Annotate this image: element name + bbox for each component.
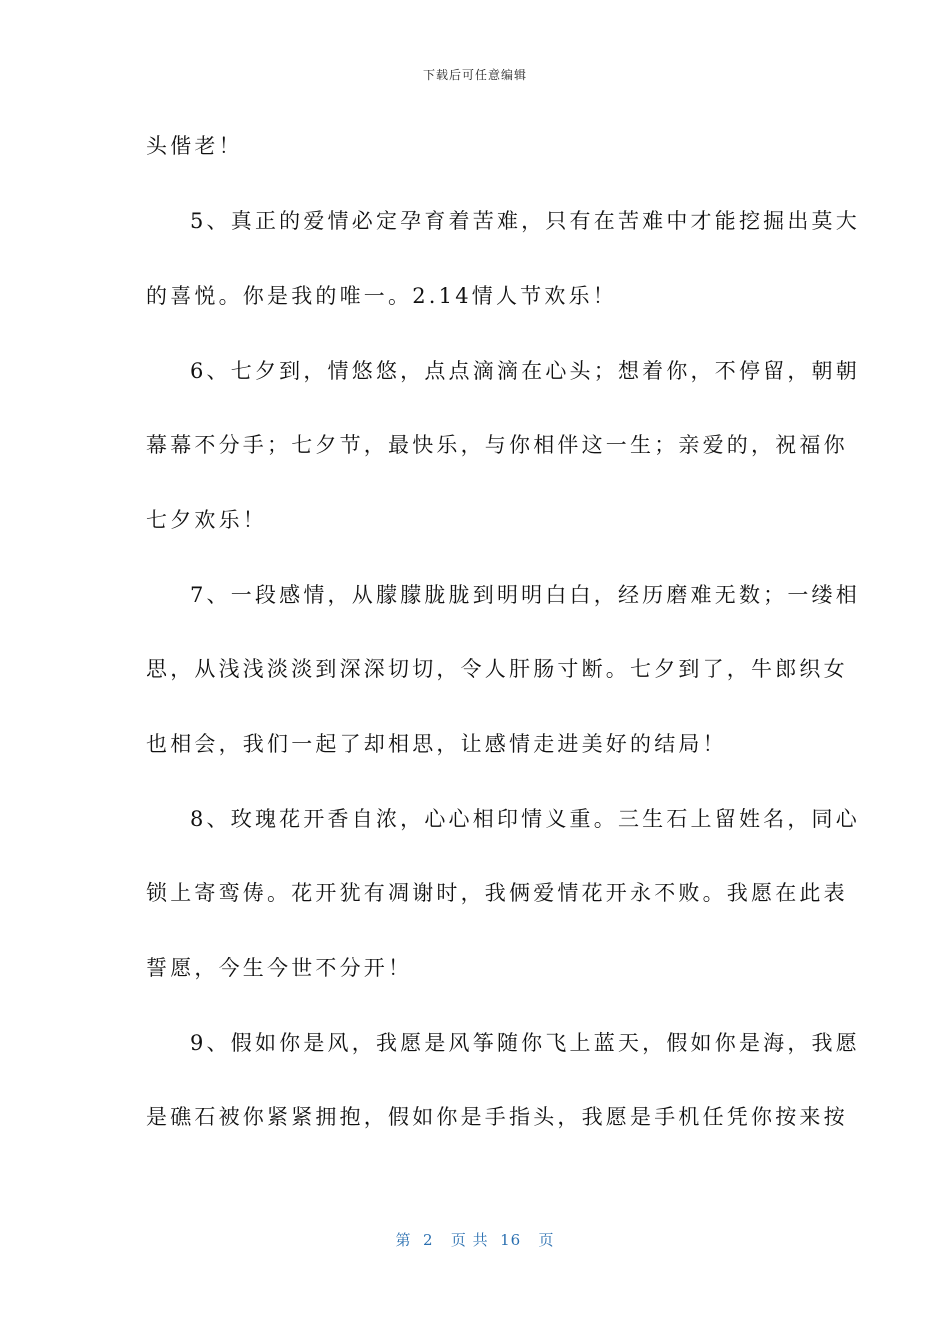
paragraph-6-line-1: 6、七夕到，情悠悠，点点滴滴在心头；想着你，不停留，朝朝 [190, 359, 860, 383]
page-header-note: 下载后可任意编辑 [422, 68, 527, 82]
page-number-footer: 第 2 页 共 16 页 [395, 1231, 555, 1249]
paragraph-7-line-2: 思，从浅浅淡淡到深深切切，令人肝肠寸断。七夕到了，牛郎织女 [146, 657, 848, 681]
paragraph-8-line-2: 锁上寄鸾俦。花开犹有凋谢时，我俩爱情花开永不败。我愿在此表 [146, 881, 848, 905]
paragraph-9-line-2: 是礁石被你紧紧拥抱，假如你是手指头，我愿是手机任凭你按来按 [146, 1105, 848, 1129]
paragraph-6-line-2: 幕幕不分手；七夕节，最快乐，与你相伴这一生；亲爱的，祝福你 [146, 433, 848, 457]
body-line: 头偕老！ [146, 134, 243, 158]
paragraph-8-line-1: 8、玫瑰花开香自浓，心心相印情义重。三生石上留姓名，同心 [190, 807, 860, 831]
paragraph-6-line-3: 七夕欢乐！ [146, 508, 267, 532]
paragraph-7-line-3: 也相会，我们一起了却相思，让感情走进美好的结局！ [146, 732, 727, 756]
paragraph-9-line-1: 9、假如你是风，我愿是风筝随你飞上蓝天，假如你是海，我愿 [190, 1031, 860, 1055]
paragraph-5-line-1: 5、真正的爱情必定孕育着苦难，只有在苦难中才能挖掘出莫大 [190, 209, 860, 233]
paragraph-8-line-3: 誓愿，今生今世不分开！ [146, 956, 413, 980]
paragraph-5-line-2: 的喜悦。你是我的唯一。2.14情人节欢乐！ [146, 284, 617, 308]
paragraph-7-line-1: 7、一段感情，从朦朦胧胧到明明白白，经历磨难无数；一缕相 [190, 583, 860, 607]
